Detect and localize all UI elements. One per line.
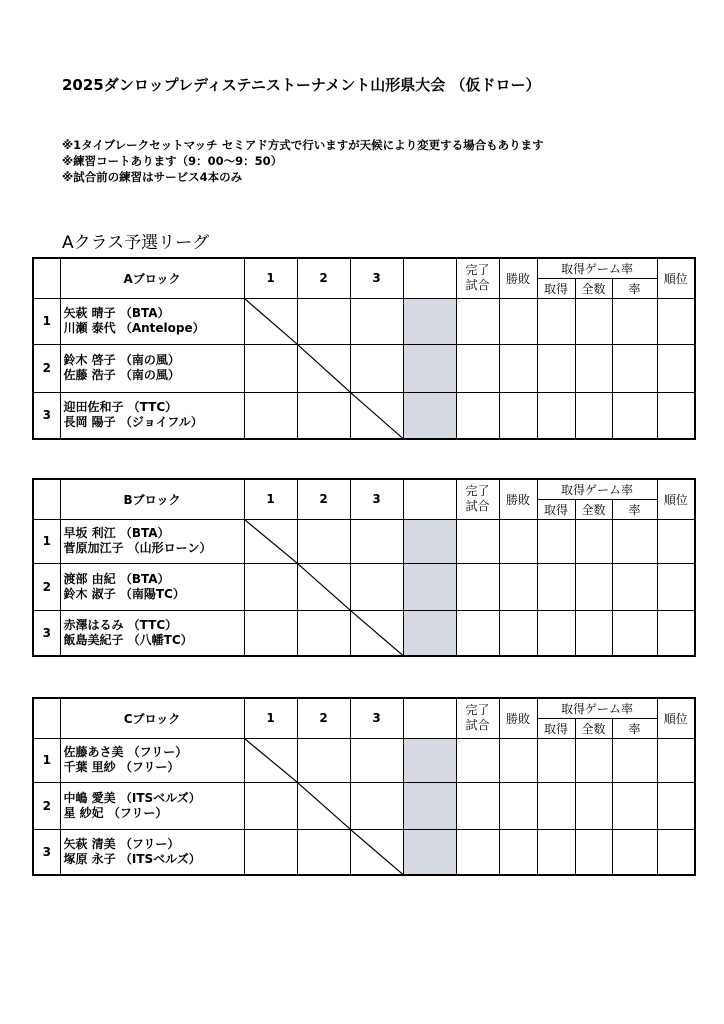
match-cell bbox=[297, 392, 350, 439]
kanryo-header bbox=[456, 479, 499, 519]
result-cell bbox=[456, 610, 499, 656]
player-row bbox=[33, 519, 695, 563]
block-name: Bブロック bbox=[60, 479, 244, 519]
row-number: 1 bbox=[33, 738, 60, 782]
player-row bbox=[33, 344, 695, 392]
match-cell bbox=[350, 563, 403, 610]
result-cell bbox=[657, 344, 695, 392]
shohai-header: 勝敗 bbox=[499, 258, 537, 298]
result-cell bbox=[499, 782, 537, 829]
result-cell bbox=[657, 782, 695, 829]
pair-names bbox=[60, 392, 244, 439]
shutoku-header: 取得 bbox=[537, 278, 575, 298]
match-cell bbox=[244, 563, 297, 610]
result-cell bbox=[612, 782, 657, 829]
page-title: 2025ダンロップレディステニストーナメント山形県大会 （仮ドロー） bbox=[62, 76, 541, 94]
match-cell bbox=[350, 298, 403, 344]
shohai-header: 勝敗 bbox=[499, 698, 537, 738]
self-match-cell bbox=[297, 344, 350, 392]
block-b bbox=[32, 478, 694, 657]
player-name: 飯島美紀子 （八幡TC） bbox=[63, 632, 193, 647]
player-name: 迎田佐和子 （TTC） bbox=[63, 400, 178, 415]
self-match-cell bbox=[350, 829, 403, 875]
result-cell bbox=[657, 563, 695, 610]
note-line: ※1タイブレークセットマッチ セミアド方式で行いますが天候により変更する場合もあります bbox=[62, 138, 544, 152]
zensu-header: 全数 bbox=[575, 278, 612, 298]
shaded-cell bbox=[403, 298, 456, 344]
self-match-cell bbox=[350, 610, 403, 656]
self-match-cell bbox=[297, 563, 350, 610]
match-cell bbox=[244, 392, 297, 439]
shutoku-header: 取得 bbox=[537, 499, 575, 519]
ritsu-header: 率 bbox=[612, 718, 657, 738]
result-cell bbox=[499, 610, 537, 656]
result-cell bbox=[499, 738, 537, 782]
result-cell bbox=[657, 298, 695, 344]
league-table bbox=[32, 478, 696, 657]
player-name: 中嶋 愛美 （ITSベルズ） bbox=[63, 790, 201, 805]
result-cell bbox=[612, 344, 657, 392]
league-table bbox=[32, 257, 696, 440]
row-number: 3 bbox=[33, 610, 60, 656]
result-cell bbox=[575, 829, 612, 875]
row-number: 3 bbox=[33, 392, 60, 439]
shaded-cell bbox=[403, 392, 456, 439]
row-number: 1 bbox=[33, 519, 60, 563]
col-header-3: 3 bbox=[350, 479, 403, 519]
player-name: 塚原 永子 （ITSベルズ） bbox=[63, 851, 201, 866]
result-cell bbox=[499, 829, 537, 875]
result-cell bbox=[499, 519, 537, 563]
result-cell bbox=[537, 610, 575, 656]
game-rate-header: 取得ゲーム率 bbox=[537, 698, 657, 718]
match-cell bbox=[244, 829, 297, 875]
game-rate-header: 取得ゲーム率 bbox=[537, 479, 657, 499]
shaded-cell bbox=[403, 738, 456, 782]
result-cell bbox=[537, 392, 575, 439]
match-cell bbox=[350, 344, 403, 392]
result-cell bbox=[537, 829, 575, 875]
result-cell bbox=[612, 392, 657, 439]
row-number: 2 bbox=[33, 344, 60, 392]
ritsu-header: 率 bbox=[612, 499, 657, 519]
row-number: 1 bbox=[33, 298, 60, 344]
player-row bbox=[33, 738, 695, 782]
result-cell bbox=[612, 298, 657, 344]
note-line: ※練習コートあります（9：00～9：50） bbox=[62, 154, 283, 168]
player-name: 鈴木 淑子 （南陽TC） bbox=[63, 586, 185, 601]
corner-cell bbox=[33, 258, 60, 298]
col-header-1: 1 bbox=[244, 479, 297, 519]
game-rate-header: 取得ゲーム率 bbox=[537, 258, 657, 278]
ritsu-header: 率 bbox=[612, 278, 657, 298]
player-name: 赤澤はるみ （TTC） bbox=[63, 617, 178, 632]
result-cell bbox=[537, 738, 575, 782]
kanryo-top: 完了 bbox=[465, 263, 490, 278]
result-cell bbox=[657, 610, 695, 656]
match-cell bbox=[350, 782, 403, 829]
player-row bbox=[33, 392, 695, 439]
row-number: 3 bbox=[33, 829, 60, 875]
col-header-2: 2 bbox=[297, 698, 350, 738]
result-cell bbox=[575, 344, 612, 392]
match-cell bbox=[297, 738, 350, 782]
self-match-cell bbox=[297, 782, 350, 829]
juni-header: 順位 bbox=[657, 479, 695, 519]
result-cell bbox=[537, 344, 575, 392]
kanryo-bottom: 試合 bbox=[465, 499, 490, 514]
result-cell bbox=[575, 392, 612, 439]
result-cell bbox=[657, 738, 695, 782]
corner-cell bbox=[33, 698, 60, 738]
result-cell bbox=[575, 738, 612, 782]
result-cell bbox=[499, 392, 537, 439]
kanryo-bottom: 試合 bbox=[465, 278, 490, 293]
result-cell bbox=[657, 519, 695, 563]
player-name: 鈴木 啓子 （南の風） bbox=[63, 353, 180, 367]
match-cell bbox=[297, 519, 350, 563]
match-cell bbox=[350, 519, 403, 563]
shaded-cell bbox=[403, 563, 456, 610]
col-header-blank bbox=[403, 698, 456, 738]
row-number: 2 bbox=[33, 563, 60, 610]
block-c bbox=[32, 697, 694, 876]
result-cell bbox=[657, 392, 695, 439]
result-cell bbox=[456, 392, 499, 439]
shaded-cell bbox=[403, 782, 456, 829]
player-row bbox=[33, 563, 695, 610]
player-row bbox=[33, 782, 695, 829]
player-name: 矢萩 晴子 （BTA） bbox=[63, 306, 170, 320]
match-cell bbox=[244, 610, 297, 656]
block-a bbox=[32, 257, 694, 440]
player-name: 菅原加江子 （山形ローン） bbox=[63, 541, 212, 555]
note-line: ※試合前の練習はサービス4本のみ bbox=[62, 170, 243, 184]
match-cell bbox=[350, 738, 403, 782]
player-name: 長岡 陽子 （ジョイフル） bbox=[63, 415, 203, 430]
kanryo-top: 完了 bbox=[465, 484, 490, 499]
match-cell bbox=[244, 344, 297, 392]
player-row bbox=[33, 610, 695, 656]
pair-names bbox=[60, 519, 244, 563]
self-match-cell bbox=[350, 392, 403, 439]
player-name: 矢萩 清美 （フリー） bbox=[63, 836, 180, 851]
player-row bbox=[33, 298, 695, 344]
pair-names bbox=[60, 782, 244, 829]
kanryo-top: 完了 bbox=[465, 703, 490, 718]
league-table bbox=[32, 697, 696, 876]
block-name: Cブロック bbox=[60, 698, 244, 738]
result-cell bbox=[499, 563, 537, 610]
result-cell bbox=[612, 738, 657, 782]
result-cell bbox=[456, 344, 499, 392]
player-name: 早坂 利江 （BTA） bbox=[63, 526, 170, 540]
shaded-cell bbox=[403, 519, 456, 563]
block-name: Aブロック bbox=[60, 258, 244, 298]
result-cell bbox=[537, 782, 575, 829]
pair-names bbox=[60, 298, 244, 344]
self-match-cell bbox=[244, 519, 297, 563]
shaded-cell bbox=[403, 610, 456, 656]
result-cell bbox=[575, 782, 612, 829]
result-cell bbox=[657, 829, 695, 875]
player-name: 佐藤 浩子 （南の風） bbox=[63, 368, 180, 382]
col-header-1: 1 bbox=[244, 258, 297, 298]
col-header-blank bbox=[403, 258, 456, 298]
result-cell bbox=[612, 829, 657, 875]
player-row bbox=[33, 829, 695, 875]
col-header-1: 1 bbox=[244, 698, 297, 738]
self-match-cell bbox=[244, 298, 297, 344]
result-cell bbox=[456, 782, 499, 829]
shaded-cell bbox=[403, 344, 456, 392]
kanryo-bottom: 試合 bbox=[465, 718, 490, 733]
col-header-2: 2 bbox=[297, 479, 350, 519]
result-cell bbox=[537, 298, 575, 344]
result-cell bbox=[575, 519, 612, 563]
result-cell bbox=[575, 563, 612, 610]
juni-header: 順位 bbox=[657, 258, 695, 298]
player-name: 渡部 由紀 （BTA） bbox=[63, 571, 170, 586]
pair-names bbox=[60, 344, 244, 392]
shaded-cell bbox=[403, 829, 456, 875]
result-cell bbox=[612, 610, 657, 656]
shutoku-header: 取得 bbox=[537, 718, 575, 738]
player-name: 川瀬 泰代 （Antelope） bbox=[63, 321, 205, 335]
player-name: 星 紗妃 （フリー） bbox=[63, 805, 168, 820]
zensu-header: 全数 bbox=[575, 718, 612, 738]
result-cell bbox=[456, 298, 499, 344]
corner-cell bbox=[33, 479, 60, 519]
result-cell bbox=[456, 738, 499, 782]
notes bbox=[62, 137, 544, 185]
juni-header: 順位 bbox=[657, 698, 695, 738]
result-cell bbox=[612, 519, 657, 563]
match-cell bbox=[297, 610, 350, 656]
pair-names bbox=[60, 610, 244, 656]
pair-names bbox=[60, 738, 244, 782]
result-cell bbox=[575, 298, 612, 344]
result-cell bbox=[499, 298, 537, 344]
col-header-blank bbox=[403, 479, 456, 519]
match-cell bbox=[297, 298, 350, 344]
match-cell bbox=[297, 829, 350, 875]
result-cell bbox=[456, 829, 499, 875]
zensu-header: 全数 bbox=[575, 499, 612, 519]
kanryo-header bbox=[456, 698, 499, 738]
result-cell bbox=[612, 563, 657, 610]
pair-names bbox=[60, 563, 244, 610]
col-header-2: 2 bbox=[297, 258, 350, 298]
col-header-3: 3 bbox=[350, 258, 403, 298]
result-cell bbox=[456, 519, 499, 563]
match-cell bbox=[244, 782, 297, 829]
result-cell bbox=[537, 563, 575, 610]
player-name: 佐藤あさ美 （フリー） bbox=[63, 745, 188, 759]
kanryo-header bbox=[456, 258, 499, 298]
col-header-3: 3 bbox=[350, 698, 403, 738]
result-cell bbox=[575, 610, 612, 656]
player-name: 千葉 里紗 （フリー） bbox=[63, 760, 180, 774]
pair-names bbox=[60, 829, 244, 875]
result-cell bbox=[499, 344, 537, 392]
result-cell bbox=[456, 563, 499, 610]
row-number: 2 bbox=[33, 782, 60, 829]
result-cell bbox=[537, 519, 575, 563]
shohai-header: 勝敗 bbox=[499, 479, 537, 519]
section-subtitle: Aクラス予選リーグ bbox=[62, 233, 210, 253]
self-match-cell bbox=[244, 738, 297, 782]
